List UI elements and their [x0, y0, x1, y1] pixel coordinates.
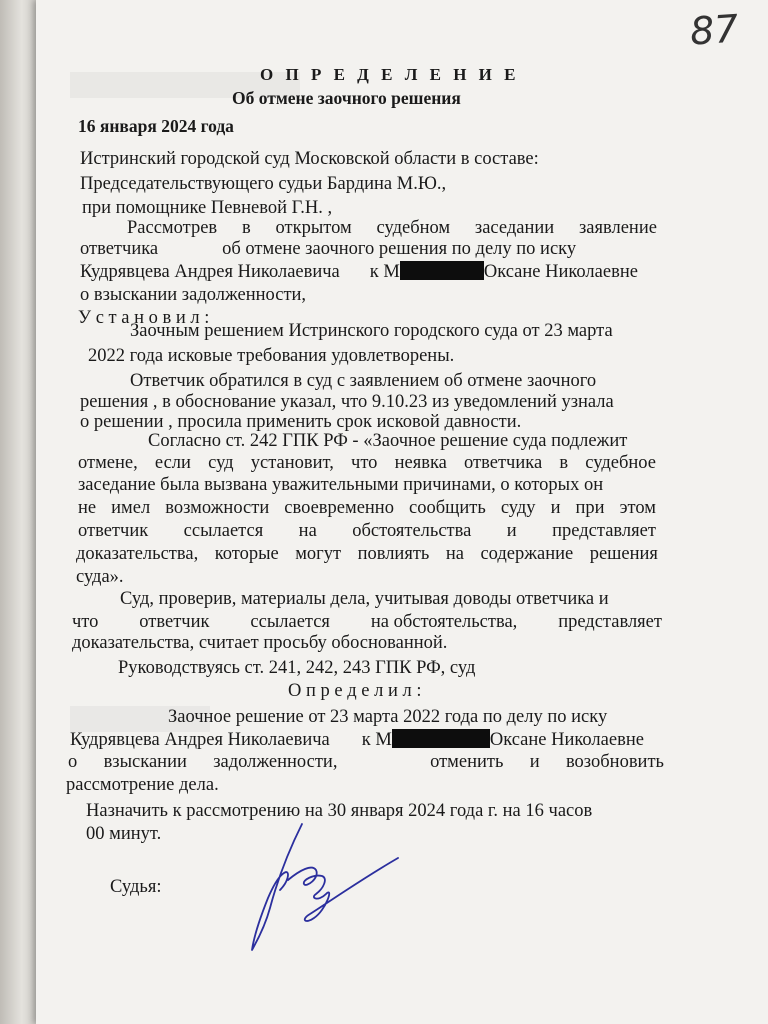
p1-line-1: Заочным решением Истринского городского суда от 23 марта — [130, 321, 613, 341]
ruling-line-1: Заочное решение от 23 марта 2022 года по делу по иску — [168, 707, 608, 727]
considered-line-3: Кудрявцева Андрея Николаевича к М Оксане Николаевне — [80, 262, 638, 282]
redaction-bar — [392, 729, 490, 748]
guided-by-line: Руководствуясь ст. 241, 242, 243 ГПК РФ, суд — [118, 658, 476, 678]
p4-line-2: что ответчик ссылается на обстоятельства, представляет — [72, 612, 662, 632]
established-heading: У с т а н о в и л : — [78, 308, 210, 328]
p3-line-3: заседание была вызвана уважительными причинами, о которых он — [78, 475, 604, 495]
schedule-line-2: 00 минут. — [86, 824, 162, 844]
p4-line-3: доказательства, считает просьбу обоснованной. — [72, 633, 448, 653]
ruling-line-3: о взыскании задолженности, отменить и возобновить — [68, 752, 664, 772]
p3-line-4: не имел возможности своевременно сообщить суду и при этом — [78, 498, 656, 518]
page-number: 87 — [688, 6, 740, 54]
ruling-line-4: рассмотрение дела. — [66, 775, 219, 795]
p3-line-7: суда». — [76, 567, 124, 587]
p4-line-1: Суд, проверив, материалы дела, учитывая доводы ответчика и — [120, 589, 609, 609]
schedule-line-1: Назначить к рассмотрению на 30 января 2024 года г. на 16 часов — [86, 801, 593, 821]
p3-line-1: Согласно ст. 242 ГПК РФ - «Заочное решение суда подлежит — [148, 431, 628, 451]
page-edge — [0, 0, 36, 1024]
considered-line-2: ответчика об отмене заочного решения по делу по иску — [80, 239, 577, 259]
document-subtitle: Об отмене заочного решения — [232, 88, 461, 108]
judge-line: Председательствующего судьи Бардина М.Ю., — [80, 174, 447, 194]
court-intro: Истринский городской суд Московской области в составе: — [80, 149, 539, 169]
p2-line-2: решения , в обоснование указал, что 9.10.23 из уведомлений узнала — [80, 392, 614, 412]
p2-line-3: о решении , просила применить срок исковой давности. — [80, 412, 522, 432]
p1-line-2: 2022 года исковые требования удовлетворены. — [88, 346, 455, 366]
considered-line-1: Рассмотрев в открытом судебном заседании заявление — [127, 218, 657, 238]
judge-signature — [230, 818, 400, 958]
p3-line-5: ответчик ссылается на обстоятельства и представляет — [78, 521, 656, 541]
p2-line-1: Ответчик обратился в суд с заявлением об отмене заочного — [130, 371, 597, 391]
p3-line-2: отмене, если суд установит, что неявка ответчика в судебное — [78, 453, 656, 473]
determined-heading: О п р е д е л и л : — [288, 681, 422, 701]
assistant-line: при помощнике Певневой Г.Н. , — [82, 198, 333, 218]
p3-line-6: доказательства, которые могут повлиять на содержание решения — [76, 544, 658, 564]
document-title: О П Р Е Д Е Л Е Н И Е — [260, 65, 520, 84]
redaction-bar — [400, 261, 484, 280]
ruling-line-2: Кудрявцева Андрея Николаевича к М Оксане Николаевне — [70, 730, 644, 750]
document-date: 16 января 2024 года — [78, 116, 234, 136]
considered-line-4: о взыскании задолженности, — [80, 285, 307, 305]
judge-label: Судья: — [110, 877, 162, 897]
